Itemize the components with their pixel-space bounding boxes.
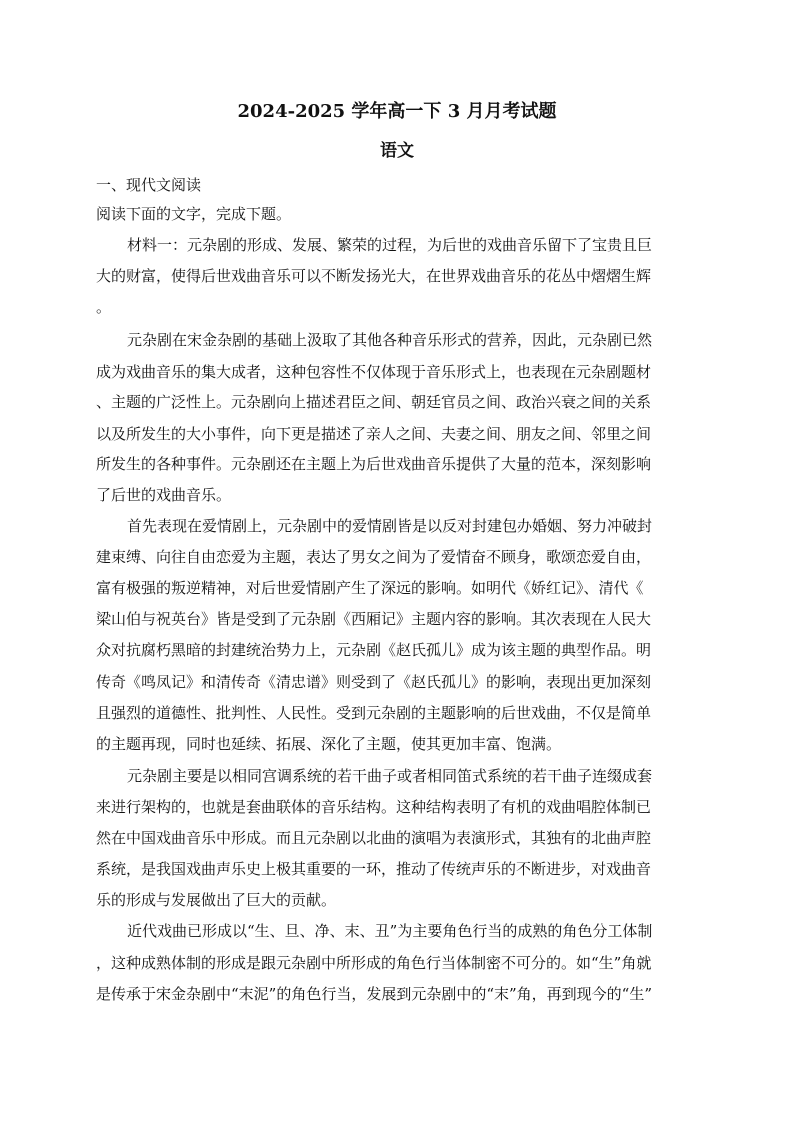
- paragraph-line: 众对抗腐朽黑暗的封建统治势力上，元杂剧《赵氏孤儿》成为该主题的典型作品。明: [96, 641, 652, 659]
- paragraph-line: 乐的形成与发展做出了巨大的贡献。: [96, 891, 337, 909]
- paragraph-line: 来进行架构的，也就是套曲联体的音乐结构。这种结构表明了有机的戏曲唱腔体制已: [96, 798, 652, 816]
- paragraph-line: 近代戏曲已形成以“生、旦、净、末、丑”为主要角色行当的成熟的角色分工体制: [127, 922, 653, 940]
- paragraph-line: 成为戏曲音乐的集大成者，这种包容性不仅体现于音乐形式上，也表现在元杂剧题材: [96, 363, 652, 381]
- paragraph-line: 传奇《鸣凤记》和清传奇《清忠谱》则受到了《赵氏孤儿》的影响，表现出更加深刻: [96, 673, 652, 691]
- paragraph-line: 的主题再现，同时也延续、拓展、深化了主题，使其更加丰富、饱满。: [96, 735, 562, 753]
- paragraph-line: 首先表现在爱情剧上，元杂剧中的爱情剧皆是以反对封建包办婚姻、努力冲破封: [127, 517, 653, 535]
- paragraph-line: 了后世的戏曲音乐。: [96, 486, 232, 504]
- paragraph-line: 元杂剧在宋金杂剧的基础上汲取了其他各种音乐形式的营养，因此，元杂剧已然: [127, 331, 653, 349]
- paragraph-line: 。: [96, 298, 112, 316]
- paragraph-line: 、主题的广泛性上。元杂剧向上描述君臣之间、朝廷官员之间、政治兴衰之间的关系: [96, 393, 652, 411]
- instruction-text: 阅读下面的文字，完成下题。: [96, 205, 292, 223]
- paragraph-line: ，这种成熟体制的形成是跟元杂剧中所形成的角色行当体制密不可分的。如“生”角就: [96, 954, 652, 972]
- paragraph-line: 富有极强的叛逆精神，对后世爱情剧产生了深远的影响。如明代《娇红记》、清代《: [96, 579, 644, 597]
- paragraph-line: 且强烈的道德性、批判性、人民性。受到元杂剧的主题影响的后世戏曲，不仅是简单: [96, 704, 652, 722]
- paragraph-line: 梁山伯与祝英台》皆是受到了元杂剧《西厢记》主题内容的影响。其次表现在人民大: [96, 610, 652, 628]
- section-heading: 一、现代文阅读: [96, 176, 202, 194]
- paragraph-line: 然在中国戏曲音乐中形成。而且元杂剧以北曲的演唱为表演形式，其独有的北曲声腔: [96, 829, 652, 847]
- exam-title: 2024-2025 学年高一下 3 月月考试题: [237, 101, 557, 122]
- paragraph-line: 元杂剧主要是以相同宫调系统的若干曲子或者相同笛式系统的若干曲子连缀成套: [127, 767, 653, 785]
- paragraph-line: 以及所发生的大小事件，向下更是描述了亲人之间、夫妻之间、朋友之间、邻里之间: [96, 425, 652, 443]
- paragraph-line: 所发生的各种事件。元杂剧还在主题上为后世戏曲音乐提供了大量的范本，深刻影响: [96, 455, 652, 473]
- paragraph-line: 材料一：元杂剧的形成、发展、繁荣的过程，为后世的戏曲音乐留下了宝贵且巨: [127, 236, 653, 254]
- paragraph-line: 是传承于宋金杂剧中“末泥”的角色行当，发展到元杂剧中的“末”角，再到现今的“生”: [96, 985, 653, 1003]
- paragraph-line: 建束缚、向往自由恋爱为主题，表达了男女之间为了爱情奋不顾身，歌颂恋爱自由，: [96, 548, 652, 566]
- paragraph-line: 大的财富，使得后世戏曲音乐可以不断发扬光大，在世界戏曲音乐的花丛中熠熠生辉: [96, 267, 652, 285]
- paragraph-line: 系统，是我国戏曲声乐史上极其重要的一环，推动了传统声乐的不断进步，对戏曲音: [96, 860, 652, 878]
- subject-title: 语文: [380, 141, 414, 161]
